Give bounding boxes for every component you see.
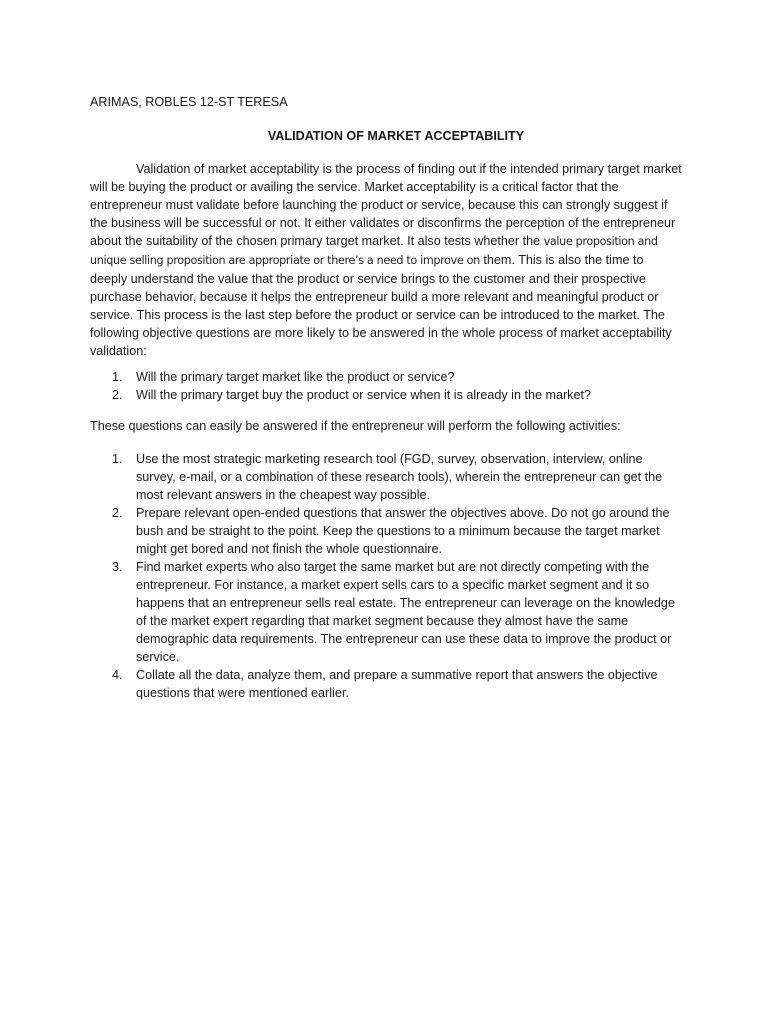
list-item-text: Use the most strategic marketing research tool (FGD, survey, observation, interview, online survey, e-mail, or a combination of these research tools), wherein the entrepreneur can get the most relevant answers in the cheapest way possible. xyxy=(136,452,663,502)
paragraph-text-part2: value proposition and unique selling proposition are appropriate or there’s a need to improve on xyxy=(90,235,658,267)
activities-lead: These questions can easily be answered if the entrepreneur will perform the following activities: xyxy=(90,419,621,433)
document-title: VALIDATION OF MARKET ACCEPTABILITY xyxy=(267,129,525,143)
author-line: ARIMAS, ROBLES 12-ST TERESA xyxy=(90,95,288,109)
list-item xyxy=(90,666,684,702)
list-item-number: 1. xyxy=(112,370,123,384)
paragraph-text-part3: them. This is also the time to deeply understand the value that the product or service brings to the customer and their prospective purchase behavior, because it helps the entrepreneur build a more relevant and meaningful product or service. This process is the last step before the product or service can be introduced to the market. The following objective questions are more likely to be answered in the whole process of market acceptability validation: xyxy=(90,253,672,358)
objective-questions-list xyxy=(90,368,684,404)
list-item-number: 4. xyxy=(112,668,123,682)
list-item-text: Will the primary target market like the product or service? xyxy=(136,370,455,384)
list-item-text: Will the primary target buy the product or service when it is already in the market? xyxy=(136,388,591,402)
list-item xyxy=(90,450,684,504)
list-item-number: 2. xyxy=(112,506,123,520)
list-item-text: Prepare relevant open-ended questions that answer the objectives above. Do not go around the bush and be straight to the point. Keep the questions to a minimum because the target market might get bored and not finish the whole questionnaire. xyxy=(136,506,670,556)
list-item-number: 2. xyxy=(112,388,123,402)
list-item xyxy=(90,558,684,666)
list-item-number: 1. xyxy=(112,452,123,466)
list-item-text: Collate all the data, analyze them, and prepare a summative report that answers the objective questions that were mentioned earlier. xyxy=(136,668,658,700)
list-item xyxy=(90,386,684,404)
paragraph-text-part1: Validation of market acceptability is the process of finding out if the intended primary target market will be buying the product or availing the service. Market acceptability is a critical factor that the entrepreneur must validate before launching the product or service, because this can strongly suggest if the business will be successful or not. It either validates or disconfirms the perception of the entrepreneur about the suitability of the chosen primary target market. It also tests whether the xyxy=(90,162,682,248)
list-item-text: Find market experts who also target the same market but are not directly competing with the entrepreneur. For instance, a market expert sells cars to a specific market segment and it so happens that an entrepreneur sells real estate. The entrepreneur can leverage on the knowledge of the market expert regarding that market segment because they almost have the same demographic data requirements. The entrepreneur can use these data to improve the product or service. xyxy=(136,560,675,664)
intro-paragraph xyxy=(90,160,684,360)
list-item xyxy=(90,504,684,558)
activities-list xyxy=(90,450,684,702)
list-item xyxy=(90,368,684,386)
list-item-number: 3. xyxy=(112,560,123,574)
